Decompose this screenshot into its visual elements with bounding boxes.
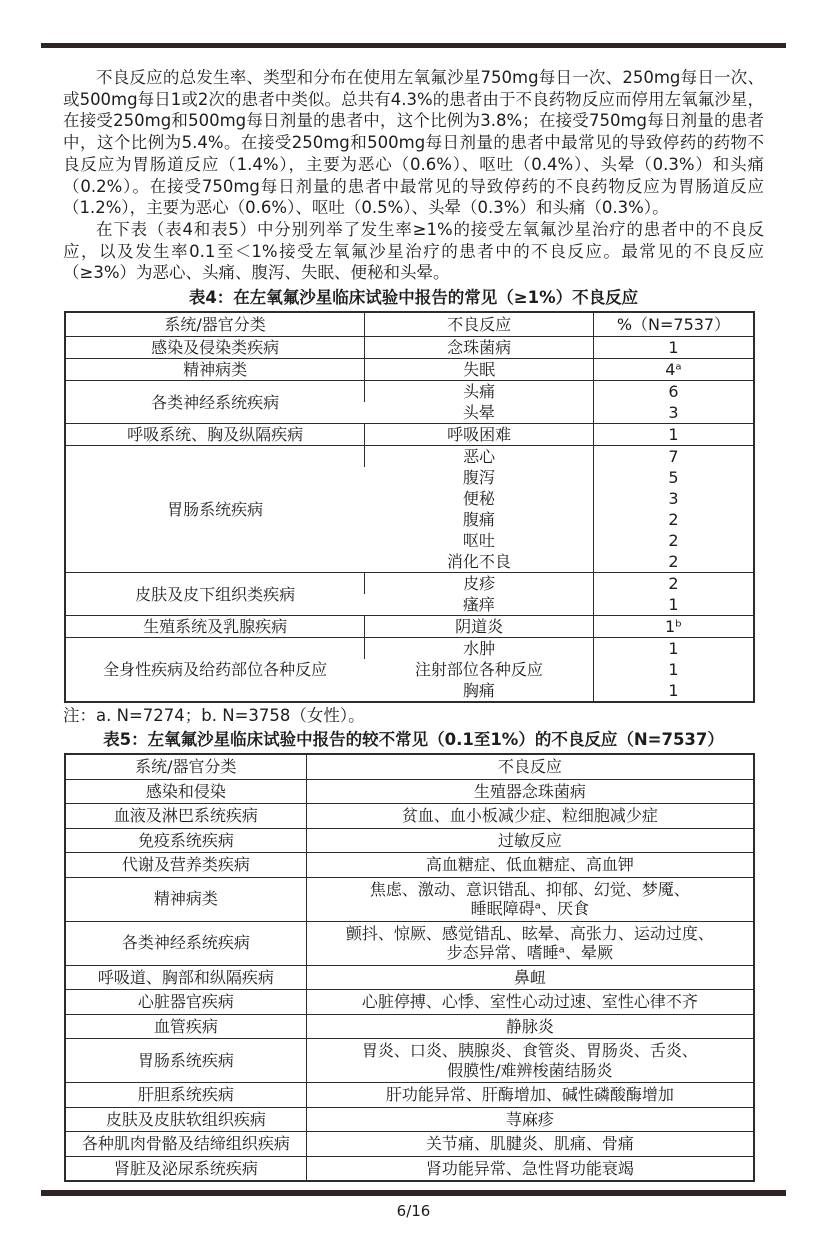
reaction-cell: 水肿 — [365, 638, 594, 660]
table4-title: 表4：在左氧氟沙星临床试验中报告的常见（≥1%）不良反应 — [188, 288, 639, 308]
system-cell: 感染和侵染 — [65, 779, 306, 804]
table4-footnote: 注：a. N=7274；b. N=3758（女性）。 — [63, 706, 365, 726]
top-rule — [41, 43, 786, 48]
reaction-cell: 腹泻 — [462, 468, 495, 488]
table-row — [65, 638, 754, 660]
table5-header-row — [65, 754, 754, 779]
system-cell: 感染及侵染类疾病 — [65, 337, 365, 359]
system-cell: 各种肌肉骨骼及结缔组织疾病 — [65, 1132, 306, 1157]
table-row — [65, 779, 754, 804]
system-cell: 血液及淋巴系统疾病 — [65, 804, 306, 829]
table-row — [65, 990, 754, 1015]
reaction-cell: 失眠 — [365, 359, 594, 381]
percent-cell: 1 — [593, 680, 754, 702]
paragraph-tables-intro: 在下表（表4和表5）中分别列举了发生率≥1%的接受左氧氟沙星治疗的患者中的不良反应，以及发生率0.1至＜1%接受左氧氟沙星治疗的患者中的不良反应。最常见的不良反应（≥3%）为恶心、头痛、腹泻、失眠、便秘和头晕。 — [63, 219, 764, 283]
percent-cell: 1 — [593, 659, 754, 680]
reaction-cell: 高血糖症、低血糖症、高血钾 — [306, 853, 754, 878]
system-cell: 血管疾病 — [65, 1014, 306, 1039]
table-row — [65, 446, 754, 468]
col-header-reaction: 不良反应 — [306, 754, 754, 779]
reaction-cell: 呼吸困难 — [365, 424, 594, 446]
reaction-cell: 皮疹 — [365, 573, 594, 595]
reaction-cell: 颤抖、惊厥、感觉错乱、眩晕、高张力、运动过度、 步态异常、嗜睡ᵃ、晕厥 — [306, 921, 754, 965]
system-cell: 呼吸系统、胸及纵隔疾病 — [65, 424, 365, 446]
table-row — [65, 424, 754, 446]
system-cell: 心脏器官疾病 — [65, 990, 306, 1015]
page-content — [63, 67, 764, 1182]
table-row — [65, 853, 754, 878]
reaction-cell: 焦虑、激动、意识错乱、抑郁、幻觉、梦魇、 睡眠障碍ᵃ、厌食 — [306, 877, 754, 921]
percent-cell: 1 — [593, 594, 754, 616]
system-cell: 胃肠系统疾病 — [65, 1039, 306, 1083]
percent-cell: 2 — [593, 530, 754, 551]
table-row — [65, 1156, 754, 1181]
paragraph-overview: 不良反应的总发生率、类型和分布在使用左氧氟沙星750mg每日一次、250mg每日一次、或500mg每日1或2次的患者中类似。总共有4.3%的患者由于不良药物反应而停用左氧氟沙星，在接受250mg和500mg每日剂量的患者中，这个比例为3.8%；在接受750mg每日剂量的患者中，这个比例为5.4%。在接受250mg和500mg每日剂量的患者中最常见的导致停药的药物不良反应为胃肠道反应（1.4%），主要为恶心（0.6%）、呕吐（0.4%）、头晕（0.3%）和头痛（0.2%）。在接受750mg每日剂量的患者中最常见的导致停药的不良药物反应为胃肠道反应（1.2%），主要为恶心（0.6%）、呕吐（0.5%）、头晕（0.3%）和头痛（0.3%）。 — [63, 68, 764, 218]
system-cell: 免疫系统疾病 — [65, 828, 306, 853]
table-row — [65, 1107, 754, 1132]
reaction-cell: 过敏反应 — [306, 828, 754, 853]
reaction-cell: 念珠菌病 — [365, 337, 594, 359]
reaction-cell: 肾功能异常、急性肾功能衰竭 — [306, 1156, 754, 1181]
table-row — [65, 921, 754, 965]
table-row — [65, 381, 754, 403]
system-cell: 肾脏及泌尿系统疾病 — [65, 1156, 306, 1181]
percent-cell: 2 — [593, 573, 754, 595]
percent-cell: 3 — [593, 488, 754, 509]
reaction-cell: 心脏停搏、心悸、室性心动过速、室性心律不齐 — [306, 990, 754, 1015]
percent-cell: 4ᵃ — [593, 359, 754, 381]
percent-cell: 6 — [593, 381, 754, 403]
system-cell: 全身性疾病及给药部位各种反应 — [65, 638, 365, 703]
percent-cell: 2 — [593, 551, 754, 573]
system-cell: 肝胆系统疾病 — [65, 1083, 306, 1108]
reaction-cell: 恶心 — [365, 446, 594, 468]
reaction-cell: 便秘 — [462, 489, 495, 509]
percent-cell: 1 — [593, 424, 754, 446]
system-cell: 生殖系统及乳腺疾病 — [65, 616, 365, 638]
table-row — [65, 573, 754, 595]
table-row — [65, 359, 754, 381]
table-row — [65, 616, 754, 638]
system-cell: 皮肤及皮肤软组织疾病 — [65, 1107, 306, 1132]
percent-cell: 1 — [593, 337, 754, 359]
bottom-rule — [41, 1190, 786, 1196]
table4-header-row — [65, 312, 754, 337]
table-row — [65, 828, 754, 853]
table-row — [65, 1132, 754, 1157]
reaction-cell: 胃炎、口炎、胰腺炎、食管炎、胃肠炎、舌炎、 假膜性/难辨梭菌结肠炎 — [306, 1039, 754, 1083]
system-cell: 代谢及营养类疾病 — [65, 853, 306, 878]
table4-common-adverse-reactions — [64, 311, 755, 703]
percent-cell: 1 — [593, 638, 754, 660]
col-header-system: 系统/器官分类 — [65, 754, 306, 779]
reaction-cell: 贫血、血小板减少症、粒细胞减少症 — [306, 804, 754, 829]
system-cell: 精神病类 — [65, 877, 306, 921]
system-cell: 各类神经系统疾病 — [65, 921, 306, 965]
table-row — [65, 1039, 754, 1083]
reaction-cell: 阴道炎 — [365, 616, 594, 638]
col-header-reaction: 不良反应 — [365, 312, 594, 337]
reaction-cell: 呕吐 — [462, 531, 495, 551]
reaction-cell: 瘙痒 — [462, 595, 495, 615]
reaction-cell: 关节痛、肌腱炎、肌痛、骨痛 — [306, 1132, 754, 1157]
system-cell: 皮肤及皮下组织类疾病 — [65, 573, 365, 616]
percent-cell: 3 — [593, 402, 754, 424]
reaction-cell: 鼻衄 — [306, 965, 754, 990]
table-row — [65, 877, 754, 921]
system-cell: 胃肠系统疾病 — [65, 446, 365, 573]
table-row — [65, 1083, 754, 1108]
table-row — [65, 1014, 754, 1039]
col-header-system: 系统/器官分类 — [65, 312, 365, 337]
reaction-cell: 静脉炎 — [306, 1014, 754, 1039]
percent-cell: 5 — [593, 467, 754, 488]
system-cell: 精神病类 — [65, 359, 365, 381]
table-row — [65, 337, 754, 359]
reaction-cell: 胸痛 — [462, 681, 495, 701]
col-header-percent: %（N=7537） — [593, 312, 754, 337]
reaction-cell: 荨麻疹 — [306, 1107, 754, 1132]
reaction-cell: 消化不良 — [446, 552, 511, 572]
reaction-cell: 头晕 — [462, 403, 495, 423]
reaction-cell: 生殖器念珠菌病 — [306, 779, 754, 804]
table5-title: 表5：左氧氟沙星临床试验中报告的较不常见（0.1至1%）的不良反应（N=7537） — [103, 730, 724, 750]
reaction-cell: 头痛 — [365, 381, 594, 403]
reaction-cell: 肝功能异常、肝酶增加、碱性磷酸酶增加 — [306, 1083, 754, 1108]
reaction-cell: 腹痛 — [462, 510, 495, 530]
percent-cell: 1ᵇ — [593, 616, 754, 638]
table-row — [65, 965, 754, 990]
table-row — [65, 804, 754, 829]
system-cell: 呼吸道、胸部和纵隔疾病 — [65, 965, 306, 990]
page-number: 6/16 — [396, 1202, 431, 1220]
percent-cell: 2 — [593, 509, 754, 530]
table5-uncommon-adverse-reactions — [64, 753, 755, 1182]
reaction-cell: 注射部位各种反应 — [414, 660, 543, 680]
percent-cell: 7 — [593, 446, 754, 468]
system-cell: 各类神经系统疾病 — [65, 381, 365, 424]
